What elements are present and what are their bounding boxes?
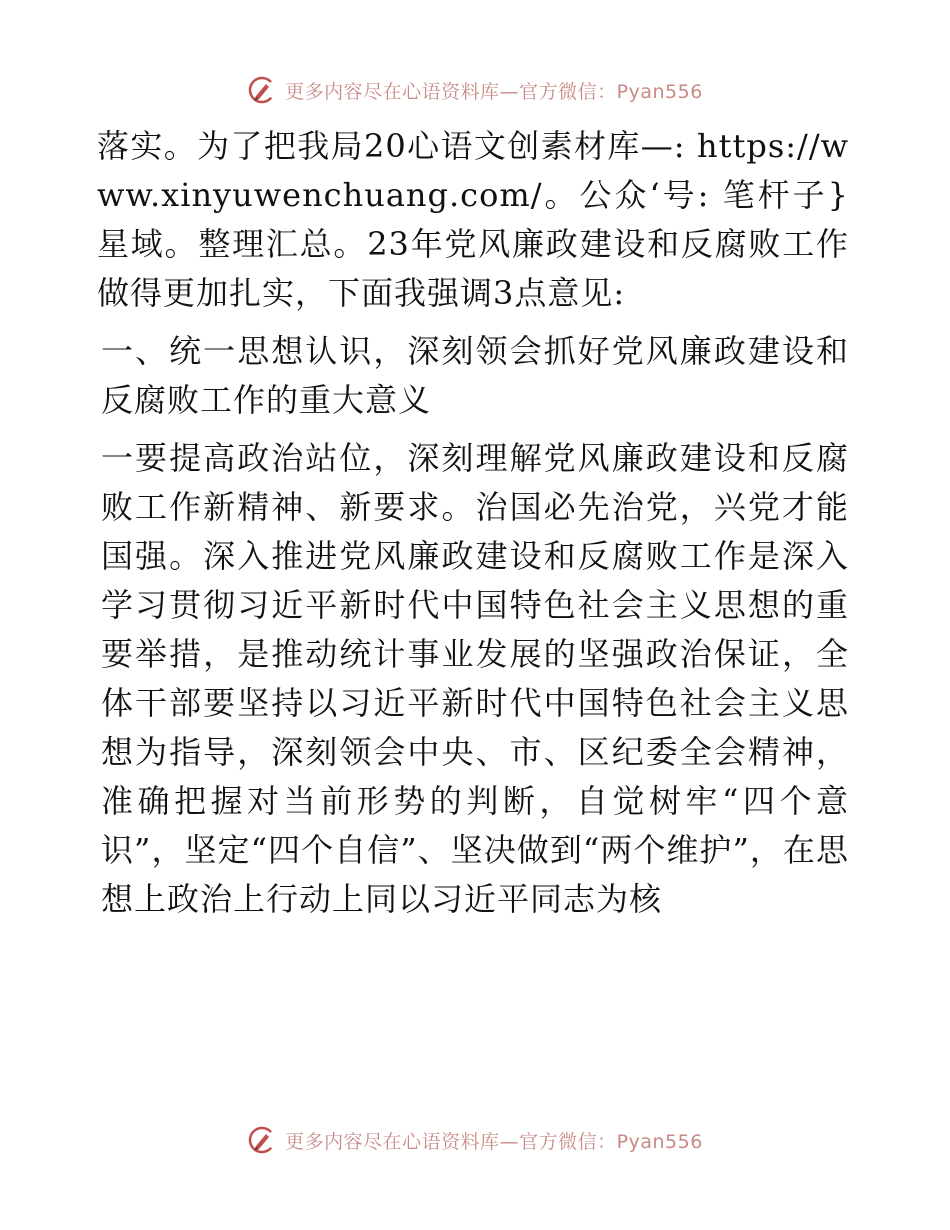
banner-text: 更多内容尽在心语资料库—官方微信：Pyan556 <box>285 1130 703 1153</box>
section-heading: 一、统一思想认识，深刻领会抓好党风廉政建设和反腐败工作的重大意义 <box>101 332 849 419</box>
header-banner <box>0 70 950 110</box>
document-body <box>97 122 849 924</box>
footer-banner <box>0 1120 950 1160</box>
pen-logo-icon <box>247 1125 277 1155</box>
paragraph-body: 一要提高政治站位，深刻理解党风廉政建设和反腐败工作新精神、新要求。治国必先治党，兴党才能国强。深入推进党风廉政建设和反腐败工作是深入学习贯彻习近平新时代中国特色社会主义思想的重要举措，是推动统计事业发展的坚强政治保证，全体干部要坚持以习近平新时代中国特色社会主义思想为指导，深刻领会中央、市、区纪委全会精神，准确把握对当前形势的判断，自觉树牢“四个意识”，坚定“四个自信”、坚决做到“两个维护”，在思想上政治上行动上同以习近平同志为核 <box>101 439 849 918</box>
paragraph-intro: 落实。为了把我局20心语文创素材库—: https://www.xinyuwenchuang.com/。公众‘号: 笔杆子}星域。整理汇总。23年党风廉政建设和反腐败工作做得更加扎实，下面我强调3点意见: <box>97 127 849 312</box>
pen-logo-icon <box>247 75 277 105</box>
banner-text: 更多内容尽在心语资料库—官方微信：Pyan556 <box>285 80 703 103</box>
